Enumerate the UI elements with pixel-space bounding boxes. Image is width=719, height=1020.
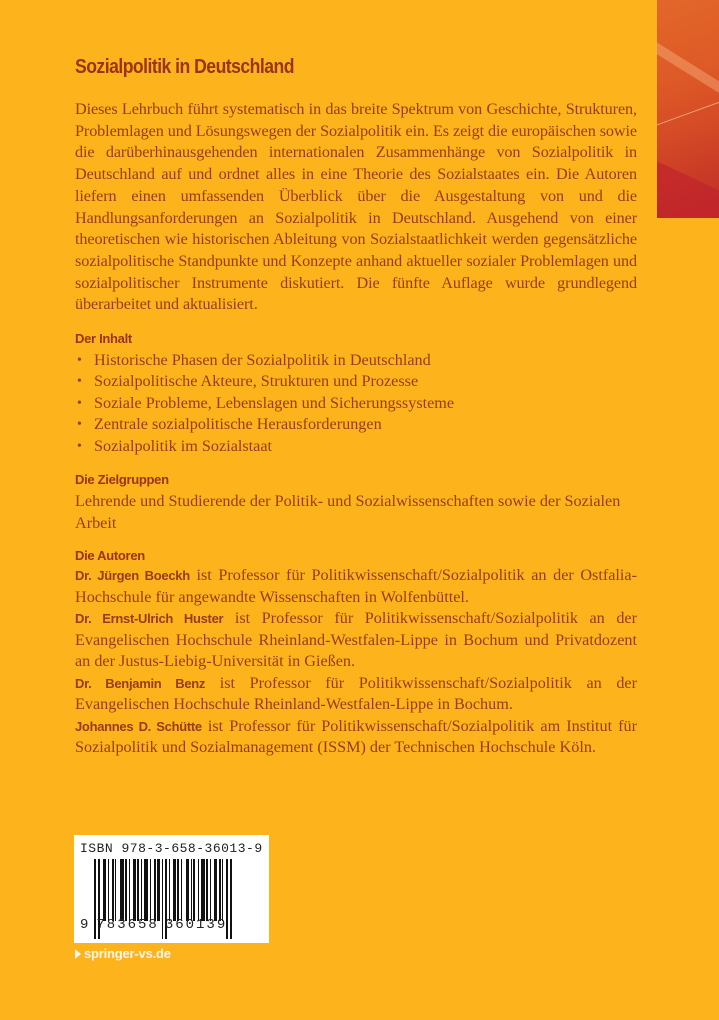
list-item xyxy=(75,393,637,414)
bullet-icon: • xyxy=(77,353,82,369)
ean-digits xyxy=(80,917,227,933)
book-title: Sozialpolitik in Deutschland xyxy=(75,56,294,78)
light-streak xyxy=(657,30,719,113)
ean-digits-right: 360139 xyxy=(164,917,228,933)
back-cover-content xyxy=(75,55,637,759)
zielgruppen-text: Lehrende und Studierende der Politik- und Sozialwissenschaften sowie der Sozialen Arbeit xyxy=(75,492,621,532)
list-item xyxy=(75,436,637,457)
author-entry xyxy=(75,608,637,673)
list-item-text: Sozialpolitische Akteure, Strukturen und Prozesse xyxy=(94,372,419,391)
bullet-icon: • xyxy=(77,438,82,454)
author-entry xyxy=(75,716,637,759)
red-shade xyxy=(657,161,719,218)
author-name: Dr. Ernst-Ulrich Huster xyxy=(75,611,224,627)
author-bio: ist Professor für Politikwissenschaft/Sozialpolitik an der Evangelischen Hochschule Rheinland-Westfalen-Lippe in Bochum und Privatdozent an der Justus-Liebig-Universität in Gießen. xyxy=(75,609,637,671)
section-heading-zielgruppen: Die Zielgruppen xyxy=(75,472,169,488)
author-bio: ist Professor für Politikwissenschaft/Sozialpolitik an der Ostfalia-Hochschule für angewandte Wissenschaften in Wolfenbüttel. xyxy=(75,566,637,606)
list-item-text: Soziale Probleme, Lebenslagen und Sicherungssysteme xyxy=(94,393,455,412)
ean-digits-left: 783658 xyxy=(96,917,159,933)
list-item-text: Sozialpolitik im Sozialstaat xyxy=(94,436,273,455)
list-item-text: Historische Phasen der Sozialpolitik in Deutschland xyxy=(94,351,431,370)
triangle-right-icon xyxy=(75,949,81,959)
inhalt-list xyxy=(75,350,637,457)
author-name: Dr. Benjamin Benz xyxy=(75,675,206,691)
author-bio: ist Professor für Politikwissenschaft/Sozialpolitik an der Evangelischen Hochschule Rheinland-Westfalen-Lippe in Bochum. xyxy=(75,673,637,714)
isbn-barcode xyxy=(74,835,269,943)
section-heading-autoren: Die Autoren xyxy=(75,548,145,564)
list-item xyxy=(75,350,637,371)
bullet-icon: • xyxy=(77,417,82,433)
book-description: Dieses Lehrbuch führt systematisch in das breite Spektrum von Geschichte, Strukturen, Problemlagen und Lösungswegen der Sozialpolitik ein. Es zeigt die europäischen sowie die darüberhinausgehenden internationalen Zusammenhänge von Sozialpolitik in Deutschland auf und ordnet alles in eine Theorie des Sozialstaates ein. Die Autoren liefern einen umfassenden Überblick über die Ausgestaltung von und die Handlungsanforderungen an Sozialpolitik in Deutschland. Ausgehend von einer theoretischen wie historischen Ableitung von Sozialstaatlichkeit werden gegensätzliche sozialpolitische Standpunkte und Konzepte anhand aktueller sozialer Problemlagen und sozialpolitischer Instrumente diskutiert. Die fünfte Auflage wurde grundlegend überarbeitet und aktualisiert. xyxy=(75,100,637,314)
bullet-icon: • xyxy=(77,395,82,411)
author-name: Johannes D. Schütte xyxy=(75,718,202,734)
website-text: springer-vs.de xyxy=(84,946,171,961)
bullet-icon: • xyxy=(77,374,82,390)
author-bio: ist Professor für Politikwissenschaft/Sozialpolitik am Institut für Sozialpolitik und Sozialmanagement (ISSM) der Technischen Hochschule Köln. xyxy=(75,716,637,757)
decorative-corner-graphic xyxy=(657,0,719,218)
list-item xyxy=(75,414,637,435)
barcode-bars xyxy=(94,859,254,923)
publisher-website-link[interactable] xyxy=(75,946,171,961)
ean-digit-first: 9 xyxy=(80,917,91,933)
author-entry xyxy=(75,565,637,608)
isbn-label: ISBN 978-3-658-36013-9 xyxy=(80,841,263,856)
author-name: Dr. Jürgen Boeckh xyxy=(75,568,190,584)
section-heading-inhalt: Der Inhalt xyxy=(75,331,132,347)
list-item-text: Zentrale sozialpolitische Herausforderungen xyxy=(94,415,382,434)
list-item xyxy=(75,371,637,392)
author-entry xyxy=(75,673,637,716)
